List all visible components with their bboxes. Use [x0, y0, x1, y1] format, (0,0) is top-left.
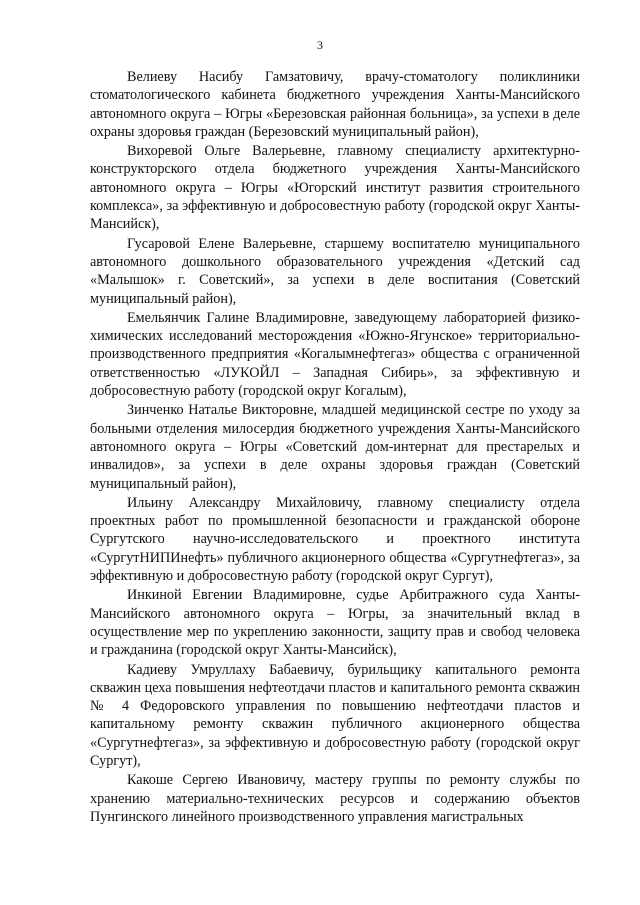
award-paragraph: Ильину Александру Михайловичу, главному специалисту отдела проектных работ по промышленной безопасности и гражданской обороне Сургутского научно-исследовательского и проектного института «СургутНИПИнефть» публичного акционерного общества «Сургутнефтегаз», за эффективную и добросовестную работу (городской округ Сургут),	[90, 494, 580, 585]
award-paragraph: Инкиной Евгении Владимировне, судье Арбитражного суда Ханты-Мансийского автономного округа – Югры, за значительный вклад в осуществление мер по укреплению законности, защиту прав и свобод человека и гражданина (городской округ Ханты-Мансийск),	[90, 587, 580, 659]
award-paragraph: Кадиеву Умруллаху Бабаевичу, бурильщику капитального ремонта скважин цеха повышения нефтеотдачи пластов и капитального ремонта скважин № 4 Федоровского управления по повышению нефтеотдачи пластов и капитальному ремонту скважин публичного акционерного общества «Сургутнефтегаз», за эффективную и добросовестную работу (городской округ Сургут),	[90, 661, 580, 769]
award-paragraph: Какоше Сергею Ивановичу, мастеру группы по ремонту службы по хранению материально-технических ресурсов и содержанию объектов Пунгинского линейного производственного управления магистральных	[90, 772, 580, 825]
page-number: 3	[317, 38, 323, 52]
award-paragraph: Емельянчик Галине Владимировне, заведующему лабораторией физико-химических исследований месторождения «Южно-Ягунское» территориально-производственного предприятия «Когалымнефтегаз» общества с ограниченной ответственностью «ЛУКОЙЛ – Западная Сибирь», за эффективную и добросовестную работу (городской округ Когалым),	[90, 309, 580, 400]
award-list	[90, 68, 580, 827]
award-paragraph: Гусаровой Елене Валерьевне, старшему воспитателю муниципального автономного дошкольного образовательного учреждения «Детский сад «Малышок» г. Советский», за успехи в деле воспитания (Советский муниципальный район),	[90, 235, 580, 307]
award-paragraph: Велиеву Насибу Гамзатовичу, врачу-стоматологу поликлиники стоматологического кабинета бюджетного учреждения Ханты-Мансийского автономного округа – Югры «Березовская районная больница», за успехи в деле охраны здоровья граждан (Березовский муниципальный район),	[90, 69, 580, 140]
award-paragraph: Вихоревой Ольге Валерьевне, главному специалисту архитектурно-конструкторского отдела бюджетного учреждения Ханты-Мансийского автономного округа – Югры «Югорский институт развития строительного комплекса», за эффективную и добросовестную работу (городской округ Ханты-Мансийск),	[90, 143, 580, 233]
award-paragraph: Зинченко Наталье Викторовне, младшей медицинской сестре по уходу за больными отделения милосердия бюджетного учреждения Ханты-Мансийского автономного округа – Югры «Советский дом-интернат для престарелых и инвалидов», за успехи в деле охраны здоровья граждан (Советский муниципальный район),	[90, 402, 580, 492]
